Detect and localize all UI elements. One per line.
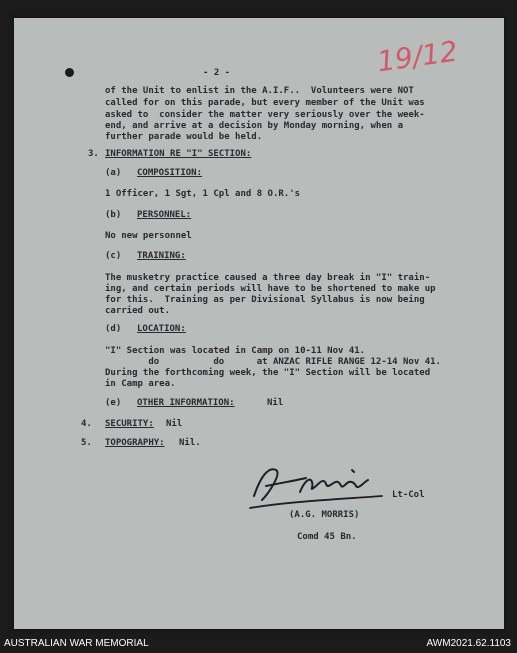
sub-d-line-3: During the forthcoming week, the "I" Section will be located: [105, 368, 431, 378]
sub-e-label: (e): [105, 398, 122, 408]
footer-institution: AUSTRALIAN WAR MEMORIAL: [4, 638, 149, 649]
folio-number: 19/12: [375, 34, 460, 79]
punch-hole: [65, 68, 74, 77]
intro-line-3: asked to consider the matter very seriously over the week-: [105, 110, 425, 120]
sub-c-line-4: carried out.: [105, 306, 171, 316]
signatory-name: (A.G. MORRIS): [289, 510, 360, 520]
sub-d-title: LOCATION:: [137, 324, 186, 334]
sub-d-line-1: "I" Section was located in Camp on 10-11 Nov 41.: [105, 346, 366, 356]
sub-c-line-3: for this. Training as per Divisional Syllabus is now being: [105, 295, 425, 305]
sub-b-label: (b): [105, 210, 122, 220]
sub-a-title: COMPOSITION:: [137, 168, 203, 178]
section-3-heading: INFORMATION RE "I" SECTION:: [105, 149, 252, 159]
intro-line-2: called for on this parade, but every member of the Unit was: [105, 98, 425, 108]
section-4-title: SECURITY:: [105, 419, 154, 429]
sub-d-line-4: in Camp area.: [105, 379, 176, 389]
document-page: [14, 18, 504, 629]
intro-line-5: further parade would be held.: [105, 132, 263, 142]
section-3-number: 3.: [88, 149, 99, 159]
signatory-role: Comd 45 Bn.: [297, 532, 357, 542]
sub-c-label: (c): [105, 251, 122, 261]
sub-c-line-1: The musketry practice caused a three day break in "I" train-: [105, 273, 431, 283]
sub-e-title: OTHER INFORMATION:: [137, 398, 235, 408]
section-4-text: Nil: [166, 419, 183, 429]
sub-e-text: Nil: [267, 398, 284, 408]
sub-a-label: (a): [105, 168, 122, 178]
sub-c-line-2: ing, and certain periods will have to be shortened to make up: [105, 284, 436, 294]
section-5-title: TOPOGRAPHY:: [105, 438, 165, 448]
section-5-text: Nil.: [179, 438, 201, 448]
sub-b-text: No new personnel: [105, 231, 192, 241]
footer-accession-number: AWM2021.62.1103: [426, 638, 511, 649]
page-number: - 2 -: [203, 68, 231, 78]
signatory-rank: Lt-Col: [392, 490, 425, 500]
section-4-number: 4.: [81, 419, 92, 429]
section-5-number: 5.: [81, 438, 92, 448]
sub-c-title: TRAINING:: [137, 251, 186, 261]
sub-a-text: 1 Officer, 1 Sgt, 1 Cpl and 8 O.R.'s: [105, 189, 301, 199]
handwritten-signature: [246, 456, 386, 516]
intro-line-4: end, and arrive at a decision by Monday morning, when a: [105, 121, 404, 131]
sub-d-label: (d): [105, 324, 122, 334]
sub-b-title: PERSONNEL:: [137, 210, 192, 220]
intro-line-1: of the Unit to enlist in the A.I.F.. Volunteers were NOT: [105, 86, 414, 96]
sub-d-line-2: do do at ANZAC RIFLE RANGE 12-14 Nov 41.: [105, 357, 441, 367]
